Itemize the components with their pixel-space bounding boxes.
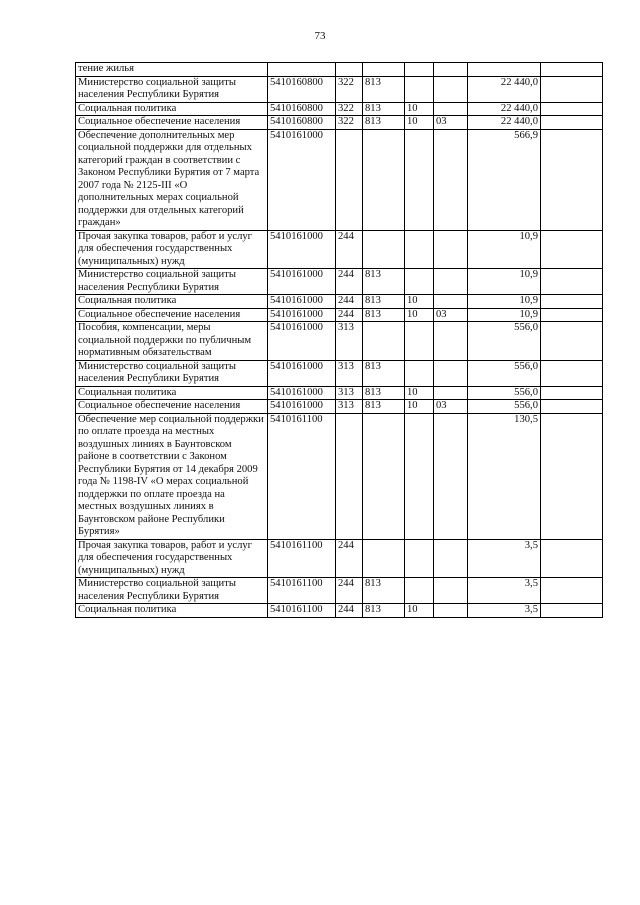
section-cell <box>405 578 434 604</box>
target-article-cell: 5410161000 <box>268 269 336 295</box>
name-cell: Социальная политика <box>76 386 268 400</box>
expense-type-cell: 244 <box>336 308 363 322</box>
expense-type-cell: 322 <box>336 102 363 116</box>
amount-cell: 10,9 <box>468 230 541 269</box>
subsection-cell <box>434 413 468 539</box>
amount-cell: 566,9 <box>468 129 541 230</box>
extra-cell <box>541 539 603 578</box>
subsection-cell <box>434 269 468 295</box>
subsection-cell <box>434 386 468 400</box>
expense-type-cell: 244 <box>336 269 363 295</box>
extra-cell <box>541 269 603 295</box>
extra-cell <box>541 102 603 116</box>
amount-cell: 3,5 <box>468 604 541 618</box>
subsection-cell <box>434 102 468 116</box>
name-cell: Министерство социальной защиты населения Республики Бурятия <box>76 269 268 295</box>
target-article-cell <box>268 63 336 77</box>
section-cell: 10 <box>405 604 434 618</box>
administrator-code-cell <box>363 230 405 269</box>
section-cell <box>405 269 434 295</box>
administrator-code-cell: 813 <box>363 295 405 309</box>
table-row <box>76 230 603 269</box>
table-row <box>76 308 603 322</box>
subsection-cell: 03 <box>434 116 468 130</box>
name-cell: Обеспечение дополнительных мер социальной поддержки для отдельных категорий граждан в соответствии с Законом Республики Бурятия от 7 марта 2007 года № 2125-III «О дополнительных мерах социальной поддержки для отдельных категорий граждан» <box>76 129 268 230</box>
administrator-code-cell: 813 <box>363 308 405 322</box>
target-article-cell: 5410161100 <box>268 578 336 604</box>
section-cell <box>405 539 434 578</box>
target-article-cell: 5410161000 <box>268 322 336 361</box>
target-article-cell: 5410161100 <box>268 539 336 578</box>
table-row <box>76 295 603 309</box>
section-cell: 10 <box>405 116 434 130</box>
subsection-cell <box>434 322 468 361</box>
administrator-code-cell: 813 <box>363 116 405 130</box>
extra-cell <box>541 63 603 77</box>
amount-cell: 10,9 <box>468 295 541 309</box>
amount-cell: 556,0 <box>468 400 541 414</box>
section-cell <box>405 413 434 539</box>
expense-type-cell: 244 <box>336 539 363 578</box>
name-cell: Обеспечение мер социальной поддержки по оплате проезда на местных воздушных линиях в Баунтовском районе в соответствии с Законом Республики Бурятия от 14 декабря 2009 года № 1198-IV «О мерах социальной поддержки по оплате проезда на местных воздушных линиях в Баунтовском районе Республики Бурятия» <box>76 413 268 539</box>
administrator-code-cell <box>363 63 405 77</box>
section-cell: 10 <box>405 295 434 309</box>
table-row <box>76 400 603 414</box>
section-cell: 10 <box>405 400 434 414</box>
subsection-cell: 03 <box>434 308 468 322</box>
subsection-cell <box>434 578 468 604</box>
subsection-cell <box>434 604 468 618</box>
amount-cell: 556,0 <box>468 360 541 386</box>
subsection-cell <box>434 539 468 578</box>
target-article-cell: 5410161000 <box>268 386 336 400</box>
subsection-cell <box>434 129 468 230</box>
expense-type-cell <box>336 129 363 230</box>
extra-cell <box>541 360 603 386</box>
extra-cell <box>541 308 603 322</box>
table-row <box>76 102 603 116</box>
administrator-code-cell: 813 <box>363 604 405 618</box>
target-article-cell: 5410161100 <box>268 413 336 539</box>
expense-type-cell: 244 <box>336 230 363 269</box>
name-cell: Социальная политика <box>76 604 268 618</box>
expense-type-cell: 244 <box>336 578 363 604</box>
target-article-cell: 5410161100 <box>268 604 336 618</box>
name-cell: Министерство социальной защиты населения Республики Бурятия <box>76 76 268 102</box>
extra-cell <box>541 400 603 414</box>
target-article-cell: 5410161000 <box>268 308 336 322</box>
administrator-code-cell <box>363 129 405 230</box>
amount-cell: 10,9 <box>468 269 541 295</box>
target-article-cell: 5410160800 <box>268 102 336 116</box>
expense-type-cell: 313 <box>336 386 363 400</box>
amount-cell: 3,5 <box>468 578 541 604</box>
expense-type-cell: 322 <box>336 76 363 102</box>
name-cell: Социальное обеспечение населения <box>76 400 268 414</box>
target-article-cell: 5410160800 <box>268 76 336 102</box>
subsection-cell: 03 <box>434 400 468 414</box>
extra-cell <box>541 578 603 604</box>
amount-cell <box>468 63 541 77</box>
amount-cell: 130,5 <box>468 413 541 539</box>
table-row <box>76 76 603 102</box>
extra-cell <box>541 295 603 309</box>
expense-type-cell: 313 <box>336 322 363 361</box>
administrator-code-cell: 813 <box>363 76 405 102</box>
expense-type-cell: 313 <box>336 360 363 386</box>
extra-cell <box>541 413 603 539</box>
table-row <box>76 63 603 77</box>
section-cell <box>405 76 434 102</box>
extra-cell <box>541 322 603 361</box>
name-cell: Социальное обеспечение населения <box>76 308 268 322</box>
target-article-cell: 5410161000 <box>268 360 336 386</box>
extra-cell <box>541 76 603 102</box>
name-cell: тение жилья <box>76 63 268 77</box>
name-cell: Министерство социальной защиты населения Республики Бурятия <box>76 578 268 604</box>
subsection-cell <box>434 63 468 77</box>
subsection-cell <box>434 230 468 269</box>
target-article-cell: 5410161000 <box>268 295 336 309</box>
table-row <box>76 604 603 618</box>
section-cell: 10 <box>405 386 434 400</box>
expense-type-cell: 244 <box>336 604 363 618</box>
target-article-cell: 5410161000 <box>268 400 336 414</box>
expense-type-cell <box>336 63 363 77</box>
administrator-code-cell: 813 <box>363 400 405 414</box>
section-cell <box>405 63 434 77</box>
expense-type-cell: 322 <box>336 116 363 130</box>
administrator-code-cell <box>363 539 405 578</box>
administrator-code-cell: 813 <box>363 269 405 295</box>
table-row <box>76 386 603 400</box>
section-cell <box>405 129 434 230</box>
expense-type-cell: 313 <box>336 400 363 414</box>
amount-cell: 10,9 <box>468 308 541 322</box>
section-cell: 10 <box>405 308 434 322</box>
subsection-cell <box>434 76 468 102</box>
administrator-code-cell: 813 <box>363 360 405 386</box>
extra-cell <box>541 230 603 269</box>
target-article-cell: 5410160800 <box>268 116 336 130</box>
table-row <box>76 129 603 230</box>
name-cell: Социальная политика <box>76 102 268 116</box>
subsection-cell <box>434 360 468 386</box>
section-cell <box>405 322 434 361</box>
page-number: 73 <box>314 30 326 42</box>
section-cell <box>405 360 434 386</box>
section-cell <box>405 230 434 269</box>
name-cell: Социальная политика <box>76 295 268 309</box>
table-row <box>76 116 603 130</box>
expense-type-cell <box>336 413 363 539</box>
extra-cell <box>541 116 603 130</box>
name-cell: Прочая закупка товаров, работ и услуг для обеспечения государственных (муниципальных) нужд <box>76 539 268 578</box>
section-cell: 10 <box>405 102 434 116</box>
budget-table <box>75 62 603 618</box>
administrator-code-cell: 813 <box>363 102 405 116</box>
table-row <box>76 539 603 578</box>
amount-cell: 3,5 <box>468 539 541 578</box>
name-cell: Министерство социальной защиты населения Республики Бурятия <box>76 360 268 386</box>
amount-cell: 22 440,0 <box>468 116 541 130</box>
name-cell: Прочая закупка товаров, работ и услуг для обеспечения государственных (муниципальных) нужд <box>76 230 268 269</box>
target-article-cell: 5410161000 <box>268 129 336 230</box>
table-row <box>76 269 603 295</box>
administrator-code-cell: 813 <box>363 386 405 400</box>
table-row <box>76 578 603 604</box>
amount-cell: 556,0 <box>468 322 541 361</box>
name-cell: Пособия, компенсации, меры социальной поддержки по публичным нормативным обязательствам <box>76 322 268 361</box>
extra-cell <box>541 386 603 400</box>
amount-cell: 22 440,0 <box>468 102 541 116</box>
target-article-cell: 5410161000 <box>268 230 336 269</box>
table-row <box>76 360 603 386</box>
administrator-code-cell <box>363 413 405 539</box>
subsection-cell <box>434 295 468 309</box>
amount-cell: 22 440,0 <box>468 76 541 102</box>
extra-cell <box>541 604 603 618</box>
extra-cell <box>541 129 603 230</box>
table-row <box>76 322 603 361</box>
amount-cell: 556,0 <box>468 386 541 400</box>
name-cell: Социальное обеспечение населения <box>76 116 268 130</box>
table-row <box>76 413 603 539</box>
expense-type-cell: 244 <box>336 295 363 309</box>
table-body <box>76 63 603 618</box>
administrator-code-cell: 813 <box>363 578 405 604</box>
administrator-code-cell <box>363 322 405 361</box>
